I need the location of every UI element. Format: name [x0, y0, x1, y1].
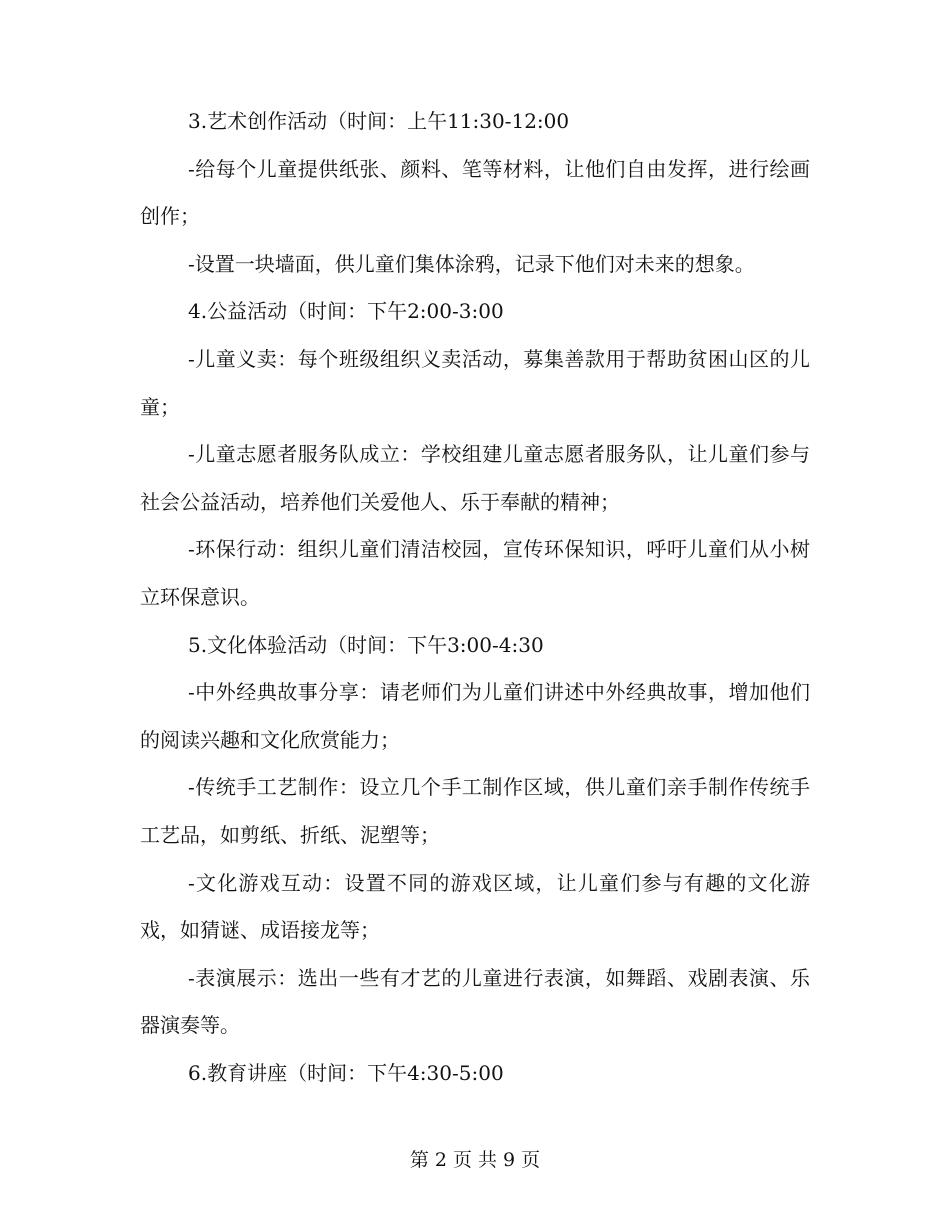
paragraph-culture-games: -文化游戏互动：设置不同的游戏区域，让儿童们参与有趣的文化游戏，如猜谜、成语接龙等； — [140, 870, 810, 943]
paragraph-story-sharing: -中外经典故事分享：请老师们为儿童们讲述中外经典故事，增加他们的阅读兴趣和文化欣赏能力； — [140, 680, 810, 752]
paragraph-charity-sale: -儿童义卖：每个班级组织义卖活动，募集善款用于帮助贫困山区的儿童； — [140, 346, 810, 419]
paragraph-art-materials: -给每个儿童提供纸张、颜料、笔等材料，让他们自由发挥，进行绘画创作； — [140, 156, 810, 229]
paragraph-art-wall: -设置一块墙面，供儿童们集体涂鸦，记录下他们对未来的想象。 — [188, 251, 755, 276]
paragraph-volunteer-team: -儿童志愿者服务队成立：学校组建儿童志愿者服务队，让儿童们参与社会公益活动，培养他们关爱他人、乐于奉献的精神； — [140, 442, 810, 514]
section-heading-lecture: 6.教育讲座（时间：下午4:30-5:00 — [188, 1060, 504, 1085]
paragraph-environment: -环保行动：组织儿童们清洁校园，宣传环保知识，呼吁儿童们从小树立环保意识。 — [140, 537, 810, 609]
section-heading-charity: 4.公益活动（时间：下午2:00-3:00 — [188, 299, 504, 324]
paragraph-handicraft: -传统手工艺制作：设立几个手工制作区域，供儿童们亲手制作传统手工艺品，如剪纸、折纸、泥塑等； — [140, 775, 810, 847]
paragraph-performance: -表演展示：选出一些有才艺的儿童进行表演，如舞蹈、戏剧表演、乐器演奏等。 — [140, 965, 810, 1038]
document-body — [140, 98, 810, 1097]
section-heading-art: 3.艺术创作活动（时间：上午11:30-12:00 — [188, 109, 570, 133]
section-heading-culture: 5.文化体验活动（时间：下午3:00-4:30 — [188, 632, 544, 657]
page-footer: 第 2 页 共 9 页 — [409, 1149, 541, 1171]
